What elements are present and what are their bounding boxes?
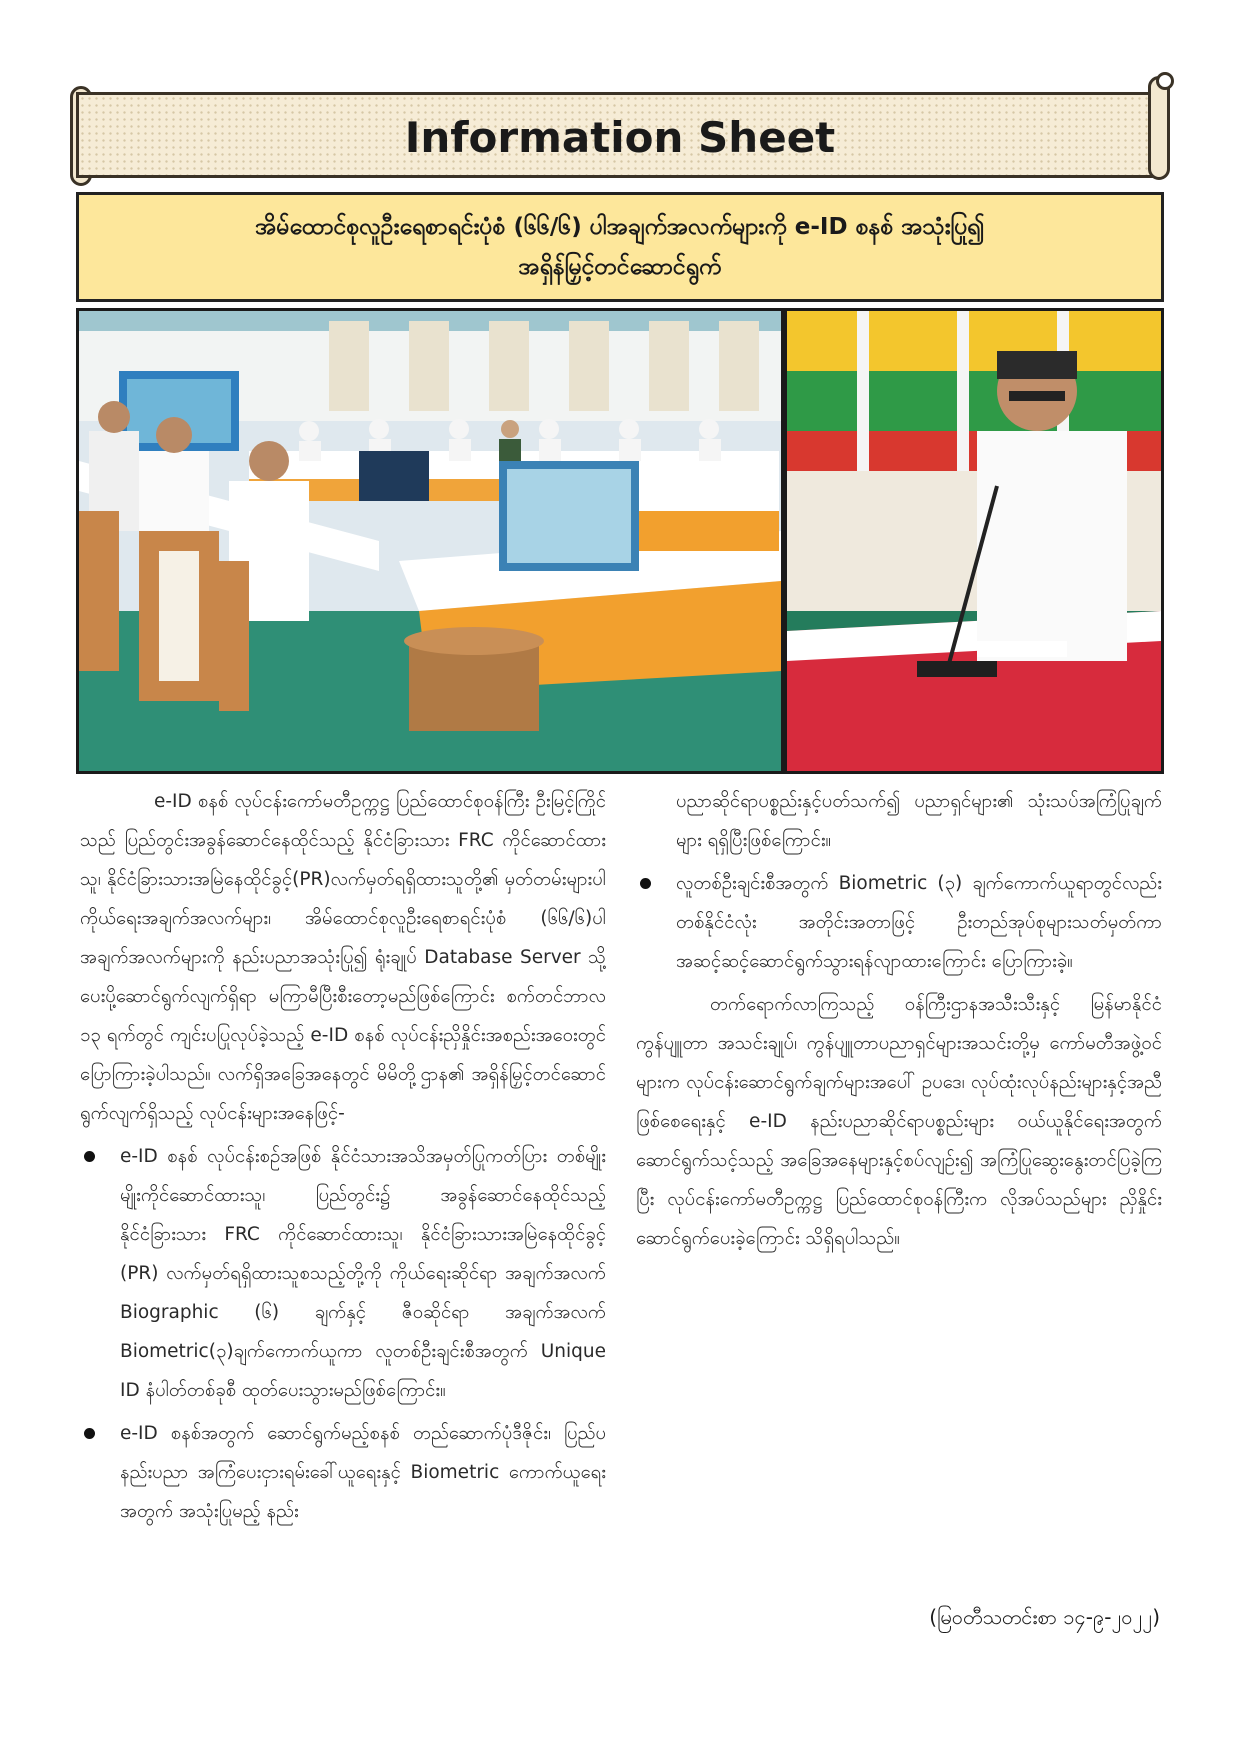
page-title: Information Sheet [404,113,836,162]
title-scroll-banner [76,92,1164,178]
article-bullet: လူတစ်ဦးချင်းစီအတွက် Biometric (၃) ချက်ကောက်ယူရာတွင်လည်း တစ်နိုင်ငံလုံး အတိုင်းအတာဖြင့် ဦးတည်အုပ်စုများသတ်မှတ်ကာ အဆင့်ဆင့်ဆောင်ရွက်သွားရန်လျာထားကြောင်း ပြောကြားခဲ့။ [636,864,1162,981]
article-paragraph: e-ID စနစ် လုပ်ငန်းကော်မတီဥက္ကဋ္ဌ ပြည်ထောင်စုဝန်ကြီး ဦးမြင့်ကြိုင်သည် ပြည်တွင်းအခွန်ဆောင်နေထိုင်သည့် နိုင်ငံခြားသား FRC ကိုင်ဆောင်ထားသူ၊ နိုင်ငံခြားသားအမြဲနေထိုင်ခွင့်(PR)လက်မှတ်ရရှိထားသူတို့၏ မှတ်တမ်းများပါ ကိုယ်ရေးအချက်အလက်များ၊ အိမ်ထောင်စုလူဦးရေစာရင်းပုံစံ (၆၆/၆)ပါ အချက်အလက်များကို နည်းပညာအသုံးပြု၍ ရုံးချုပ် Database Server သို့ ပေးပို့ဆောင်ရွက်လျက်ရှိရာ မကြာမီပြီးစီးတော့မည်ဖြစ်ကြောင်း စက်တင်ဘာလ ၁၃ ရက်တွင် ကျင်းပပြုလုပ်ခဲ့သည့် e-ID စနစ် လုပ်ငန်းညှိနှိုင်းအစည်းအဝေးတွင် ပြောကြားခဲ့ပါသည်။ လက်ရှိအခြေအနေတွင် မိမိတို့ဌာန၏ အရှိန်မြှင့်တင်ဆောင်ရွက်လျက်ရှိသည့် လုပ်ငန်းများအနေဖြင့်- [80,791,606,1124]
meeting-hall-photo [79,311,781,771]
source-citation: (မြဝတီသတင်းစာ ၁၄-၉-၂၀၂၂) [929,1605,1160,1629]
article-column-left [80,782,606,1535]
scroll-knob-icon [1156,72,1174,90]
scroll-curl-right [1148,76,1170,180]
headline-line-1: အိမ်ထောင်စုလူဦးရေစာရင်းပုံစံ (၆၆/၆) ပါအချက်အလက်များကို e-ID စနစ် အသုံးပြု၍ [255,214,985,240]
article-bullet: e-ID စနစ် လုပ်ငန်းစဉ်အဖြစ် နိုင်ငံသားအသိအမှတ်ပြုကတ်ပြား တစ်မျိုးမျိုးကိုင်ဆောင်ထားသူ၊ ပြည်တွင်း၌ အခွန်ဆောင်နေထိုင်သည့် နိုင်ငံခြားသား FRC ကိုင်ဆောင်ထားသူ၊ နိုင်ငံခြားသားအမြဲနေထိုင်ခွင့် (PR) လက်မှတ်ရရှိထားသူစသည့်တို့ကို ကိုယ်ရေးဆိုင်ရာ အချက်အလက် Biographic (၆) ချက်နှင့် ဇီဝဆိုင်ရာ အချက်အလက် Biometric(၃)ချက်ကောက်ယူကာ လူတစ်ဦးချင်းစီအတွက် Unique ID နံပါတ်တစ်ခုစီ ထုတ်ပေးသွားမည်ဖြစ်ကြောင်း။ [80,1137,606,1410]
article-bullet: e-ID စနစ်အတွက် ဆောင်ရွက်မည့်စနစ် တည်ဆောက်ပုံဒီဇိုင်း၊ ပြည်ပနည်းပညာ အကြံပေးငှားရမ်းခေါ်ယူရေးနှင့် Biometric ကောက်ယူရေးအတွက် အသုံးပြုမည့် နည်း [80,1414,606,1531]
photo-strip [76,308,1164,774]
headline-box [76,192,1164,302]
article-paragraph: ပညာဆိုင်ရာပစ္စည်းနှင့်ပတ်သက်၍ ပညာရှင်များ၏ သုံးသပ်အကြံပြုချက်များ ရရှိပြီးဖြစ်ကြောင်း။ [676,791,1162,851]
article-column-right [636,782,1162,1262]
speaker-at-podium-photo [787,311,1161,771]
article-paragraph: တက်ရောက်လာကြသည့် ဝန်ကြီးဌာနအသီးသီးနှင့် မြန်မာနိုင်ငံကွန်ပျူတာ အသင်းချုပ်၊ ကွန်ပျူတာပညာရှင်များအသင်းတို့မှ ကော်မတီအဖွဲ့ဝင်များက လုပ်ငန်းဆောင်ရွက်ချက်များအပေါ် ဥပဒေ၊ လုပ်ထုံးလုပ်နည်းများနှင့်အညီ ဖြစ်စေရေးနှင့် e-ID နည်းပညာဆိုင်ရာပစ္စည်းများ ဝယ်ယူနိုင်ရေးအတွက် ဆောင်ရွက်သင့်သည့် အခြေအနေများနှင့်စပ်လျဉ်း၍ အကြံပြုဆွေးနွေးတင်ပြခဲ့ကြပြီး လုပ်ငန်းကော်မတီဥက္ကဋ္ဌ ပြည်ထောင်စုဝန်ကြီးက လိုအပ်သည်များ ညှိနှိုင်းဆောင်ရွက်ပေးခဲ့ကြောင်း သိရှိရပါသည်။ [636,994,1162,1249]
headline-line-2: အရှိန်မြှင့်တင်ဆောင်ရွက် [518,254,722,280]
